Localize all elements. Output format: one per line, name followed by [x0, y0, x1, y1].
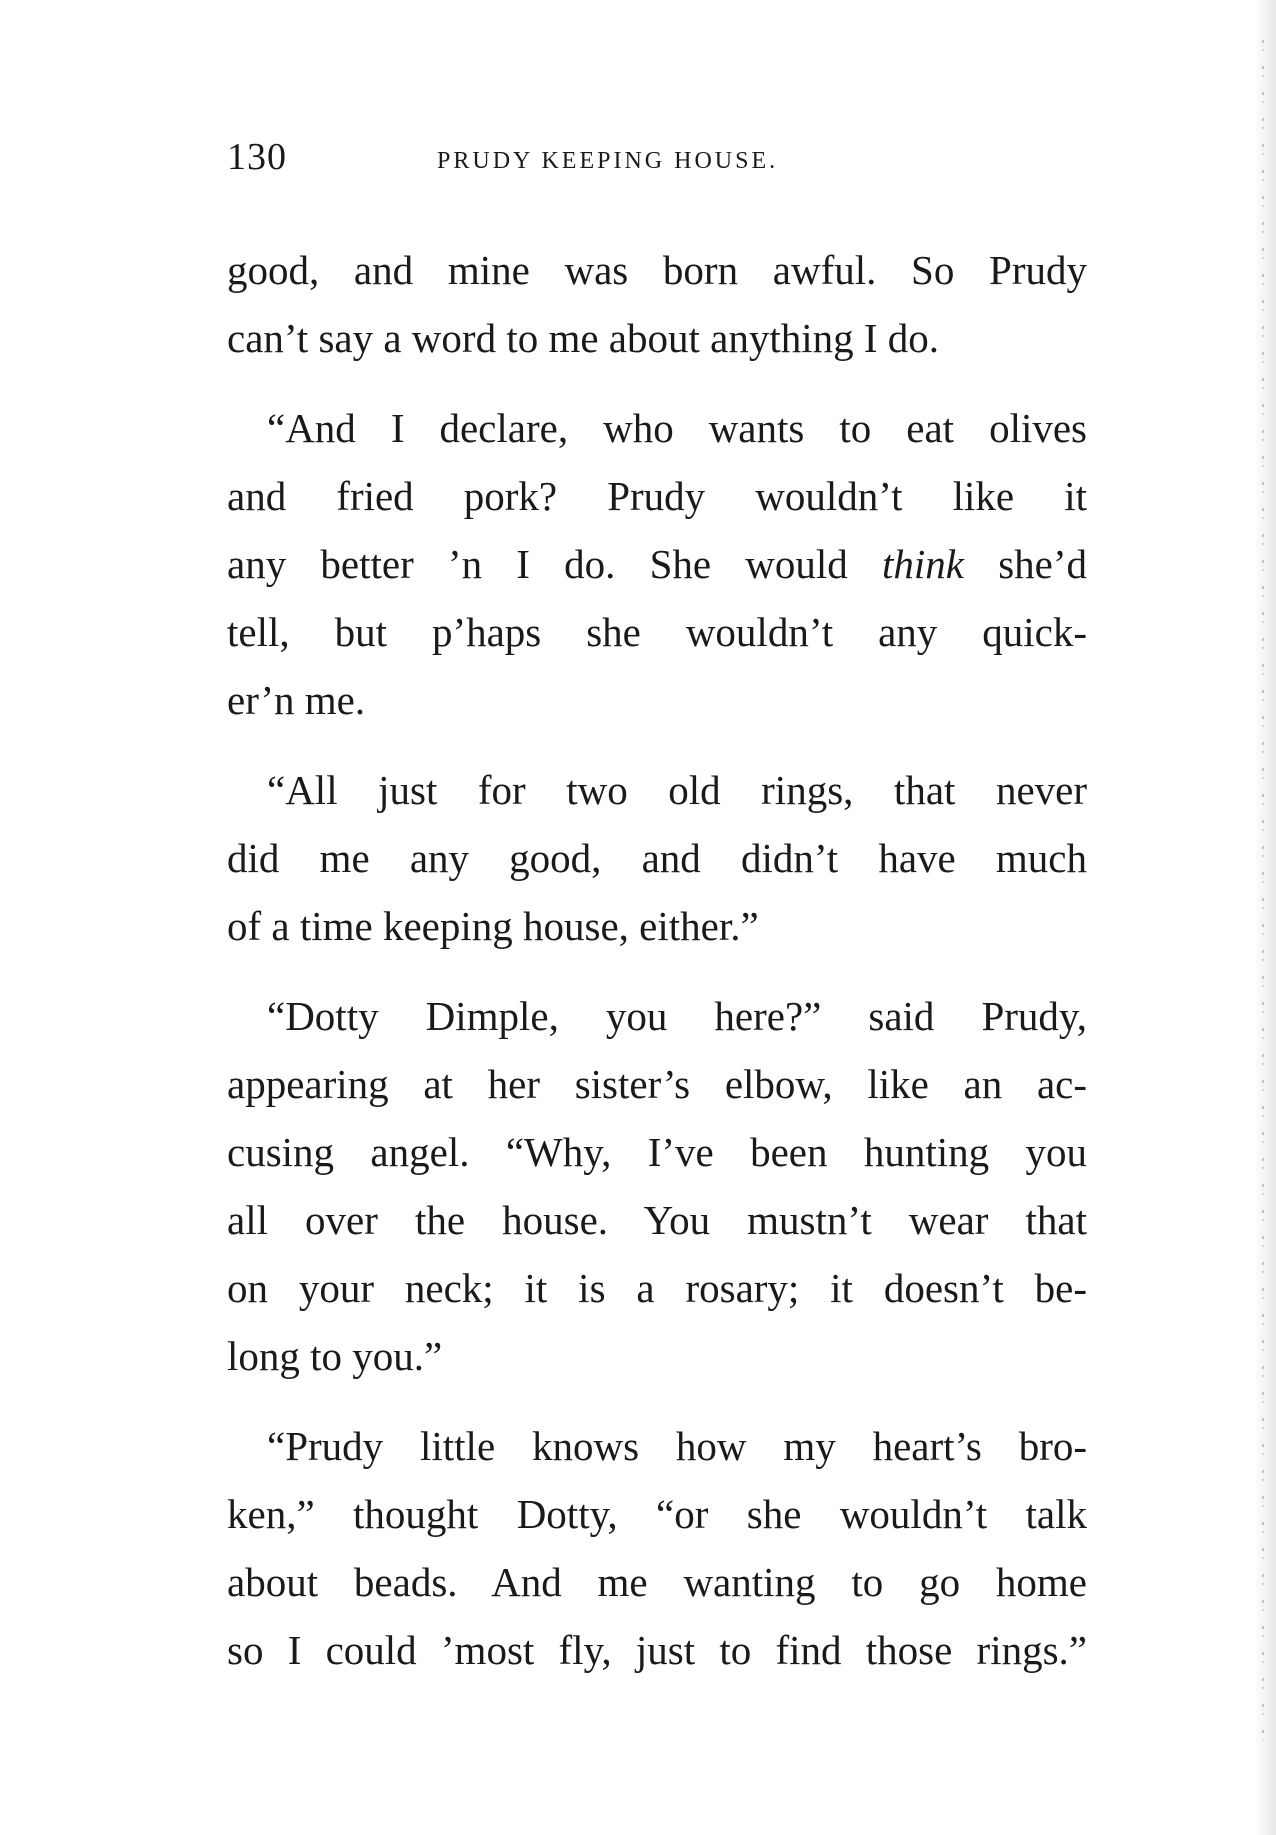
- paragraph: [227, 236, 1087, 372]
- text-line: ken,” thought Dotty, “or she wouldn’t talk: [227, 1491, 1087, 1537]
- text-line: “And I declare, who wants to eat olives: [267, 405, 1087, 451]
- body-text: [227, 236, 1087, 1684]
- text-line: and fried pork? Prudy wouldn’t like it: [227, 473, 1087, 519]
- text-line: good, and mine was born awful. So Prudy: [227, 247, 1087, 293]
- text-line: of a time keeping house, either.”: [227, 903, 759, 949]
- text-line: long to you.”: [227, 1333, 443, 1379]
- text-line: can’t say a word to me about anything I do.: [227, 315, 940, 361]
- text-line: er’n me.: [227, 677, 366, 723]
- text-line: tell, but p’haps she wouldn’t any quick-: [227, 609, 1087, 655]
- text-line: about beads. And me wanting to go home: [227, 1559, 1087, 1605]
- italic-word: think: [882, 541, 964, 587]
- text-line: so I could ’most fly, just to find those rings.”: [227, 1627, 1087, 1673]
- text-line: “Dotty Dimple, you here?” said Prudy,: [267, 993, 1087, 1039]
- paragraph: [227, 982, 1087, 1390]
- page-header: [227, 132, 1087, 182]
- running-title: PRUDY KEEPING HOUSE.: [437, 148, 779, 174]
- text-segment: she’d: [998, 541, 1087, 587]
- text-segment: any better ’n I do. She would: [227, 541, 848, 587]
- text-line: “Prudy little knows how my heart’s bro-: [267, 1423, 1087, 1469]
- text-line: “All just for two old rings, that never: [267, 767, 1087, 813]
- text-line: appearing at her sister’s elbow, like an ac-: [227, 1061, 1087, 1107]
- page-number: 130: [227, 136, 287, 178]
- paragraph: [227, 1412, 1087, 1684]
- text-line: did me any good, and didn’t have much: [227, 835, 1087, 881]
- paragraph: [227, 394, 1087, 734]
- text-line: on your neck; it is a rosary; it doesn’t be-: [227, 1265, 1087, 1311]
- text-line: cusing angel. “Why, I’ve been hunting you: [227, 1129, 1087, 1175]
- text-line: [227, 530, 1087, 598]
- paragraph: [227, 756, 1087, 960]
- text-line: all over the house. You mustn’t wear that: [227, 1197, 1087, 1243]
- scan-page-edge: [1254, 0, 1276, 1835]
